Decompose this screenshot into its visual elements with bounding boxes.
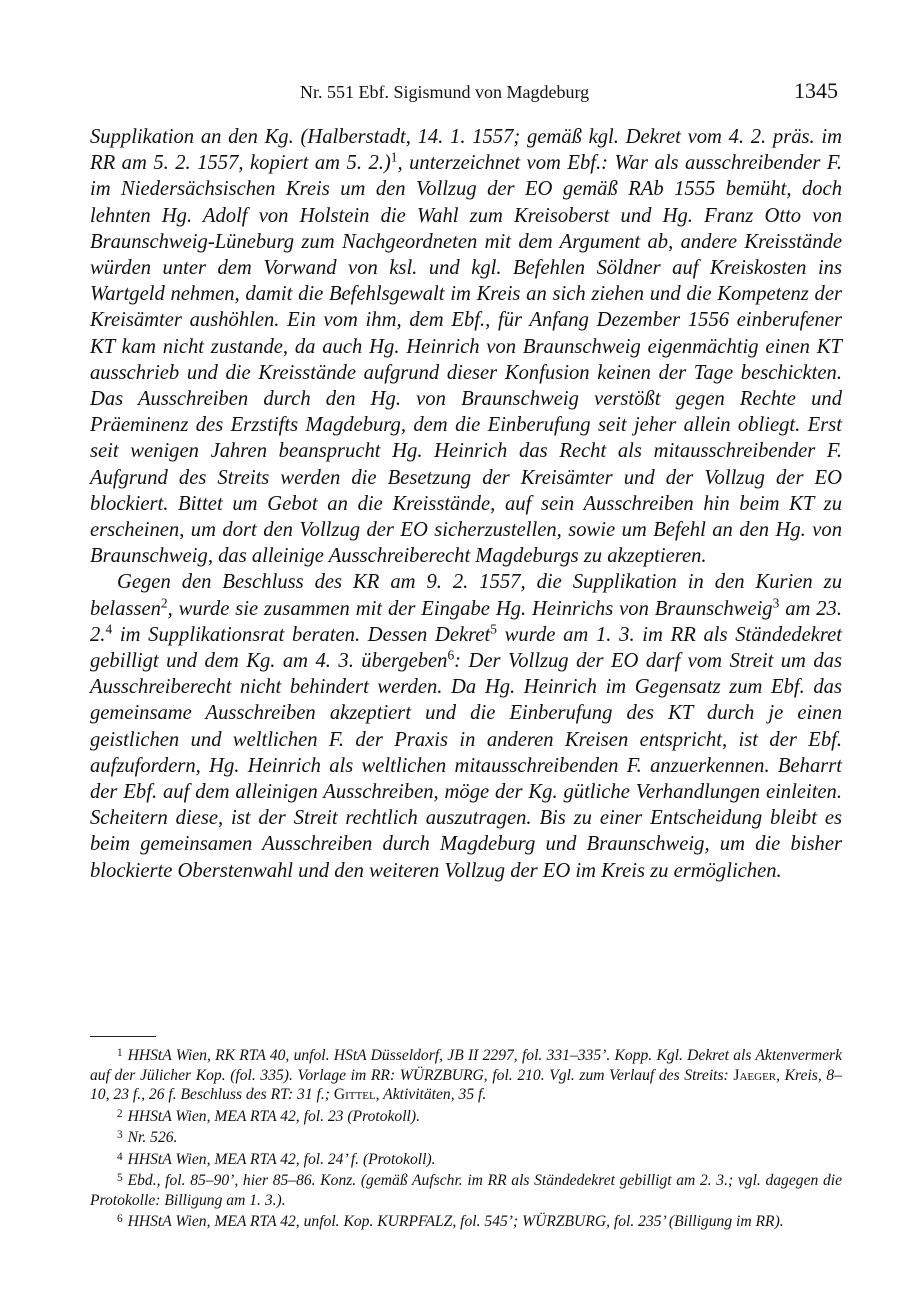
footnote-number: 4 <box>117 1150 123 1163</box>
footnote-text: Ebd., fol. 85–90’, hier 85–86. Konz. (gemäß Aufschr. im RR als Ständedekret gebilligt am 2. 3.; vgl. dagegen die Protokolle: Billigung am 1. 3.). <box>90 1172 842 1209</box>
footnote-3 <box>90 1126 842 1148</box>
footnote-4 <box>90 1148 842 1170</box>
text-segment: Gegen den Beschluss des KR am 9. 2. 1557, die Supplikation in den Kurien zu belassen <box>90 571 842 620</box>
footnote-text: HHStA Wien, RK RTA 40, unfol. HStA Düsseldorf, JB II 2297, fol. 331–335’. Kopp. Kgl. Dekret als Aktenvermerk auf der Jülicher Kop. (fol. 335). Vorlage im RR: WÜRZBURG, fol. 210. Vgl. zum Verlauf des Streits: <box>90 1046 842 1084</box>
author-name: Gittel <box>333 1086 376 1104</box>
footnote-number: 5 <box>117 1172 123 1185</box>
footnote-text: , Aktivitäten, 35 f. <box>375 1086 487 1104</box>
paragraph-decision <box>90 569 842 883</box>
footnote-ref-1[interactable]: 1 <box>390 149 398 165</box>
footnote-5 <box>90 1169 842 1210</box>
footnote-number: 6 <box>117 1213 123 1226</box>
footnote-text: , Kreis, 8–10, 23 f., 26 f. Beschluss des RT: 31 f.; <box>90 1066 842 1104</box>
footnote-ref-5[interactable]: 5 <box>490 621 497 637</box>
running-title: Nr. 551 Ebf. Sigismund von Magdeburg <box>300 82 590 102</box>
footnote-number: 2 <box>117 1107 123 1120</box>
author-name: Jaeger <box>733 1066 777 1084</box>
text-segment: wurde am 1. 3. im RR als Ständedekret gebilligt und dem Kg. am 4. 3. übergeben <box>90 623 842 673</box>
page-number: 1345 <box>794 78 838 103</box>
footnote-1 <box>90 1044 842 1105</box>
footnotes <box>90 1044 842 1232</box>
footnote-ref-3[interactable]: 3 <box>772 595 780 611</box>
text-segment: , unterzeichnet vom Ebf.: War als ausschreibender F. im Niedersächsischen Kreis um den Vollzug der EO gemäß RAb 1555 bemüht, doch lehnten Hg. Adolf von Holstein die Wahl zum Kreisoberst und Hg. Franz Otto von Braunschweig-Lüneburg zum Nachgeordneten mit dem Argument ab, andere Kreisstände würden unter dem Vorwand von ksl. und kgl. Befehlen Söldner auf Kreiskosten ins Wartgeld nehmen, damit die Befehlsgewalt im Kreis an sich ziehen und die Kompetenz der Kreisämter aushöhlen. Ein vom ihm, dem Ebf., für Anfang Dezember 1556 einberufener KT kam nicht zustande, da auch Hg. Heinrich von Braunschweig eigenmächtig einen KT ausschrieb und die Kreisstände aufgrund dieser Konfusion keinen der Tage beschickten. Das Ausschreiben durch den Hg. von Braunschweig verstößt gegen Rechte und Präeminenz des Erzstifts Magdeburg, dem die Einberufung seit jeher allein obliegt. Erst seit wenigen Jahren beansprucht Hg. Heinrich das Recht als mitausschreibender F. Aufgrund des Streits werden die Besetzung der Kreisämter und der Vollzug der EO blockiert. Bittet um Gebot an die Kreisstände, auf sein Ausschreiben hin beim KT zu erscheinen, um dort den Vollzug der EO sicherzustellen, sowie um Befehl an den Hg. von Braunschweig, das alleinige Ausschreiberecht Magdeburgs zu akzeptieren. <box>90 152 842 568</box>
running-header <box>0 78 900 108</box>
footnote-text: HHStA Wien, MEA RTA 42, unfol. Kop. KURPFALZ, fol. 545’; WÜRZBURG, fol. 235’ (Billigung im RR). <box>127 1213 784 1231</box>
footnote-ref-2[interactable]: 2 <box>160 595 168 611</box>
footnote-text: HHStA Wien, MEA RTA 42, fol. 24’ f. (Protokoll). <box>127 1150 436 1168</box>
text-segment: , wurde sie zusammen mit der Eingabe Hg. Heinrichs von Braunschweig <box>167 597 773 620</box>
footnote-2 <box>90 1105 842 1127</box>
footnote-number: 3 <box>117 1129 123 1142</box>
footnote-number: 1 <box>117 1047 123 1059</box>
text-segment: im Supplikationsrat beraten. Dessen Dekret <box>112 623 491 646</box>
footnote-ref-6[interactable]: 6 <box>447 647 455 663</box>
text-segment: am 23. 2. <box>90 597 842 646</box>
main-text <box>90 124 842 884</box>
text-segment: Supplikation an den Kg. (Halberstadt, 14. 1. 1557; gemäß kgl. Dekret vom 4. 2. präs. im RR am 5. 2. 1557, kopiert am 5. 2.) <box>90 126 842 175</box>
footnote-text: Nr. 526. <box>127 1129 178 1147</box>
footnote-ref-4[interactable]: 4 <box>105 621 113 637</box>
paragraph-supplication <box>90 124 842 569</box>
footnote-divider <box>90 1036 156 1037</box>
footnote-6 <box>90 1210 842 1232</box>
text-segment: : Der Vollzug der EO darf vom Streit um das Ausschreiberecht nicht behindert werden. Da Hg. Heinrich im Gegensatz zum Ebf. das gemeinsame Ausschreiben akzeptiert und die Einberufung des KT durch je einen geistlichen und weltlichen F. der Praxis in anderen Kreisen entspricht, ist der Ebf. aufzufordern, Hg. Heinrich als weltlichen mitausschreibenden F. anzuerkennen. Beharrt der Ebf. auf dem alleinigen Ausschreiben, möge der Kg. gütliche Verhandlungen einleiten. Scheitern diese, ist der Streit rechtlich auszutragen. Bis zu einer Entscheidung bleibt es beim gemeinsamen Ausschreiben durch Magdeburg und Braunschweig, um die bisher blockierte Oberstenwahl und den weiteren Vollzug der EO im Kreis zu ermöglichen. <box>90 650 842 882</box>
footnote-text: HHStA Wien, MEA RTA 42, fol. 23 (Protokoll). <box>127 1107 420 1125</box>
